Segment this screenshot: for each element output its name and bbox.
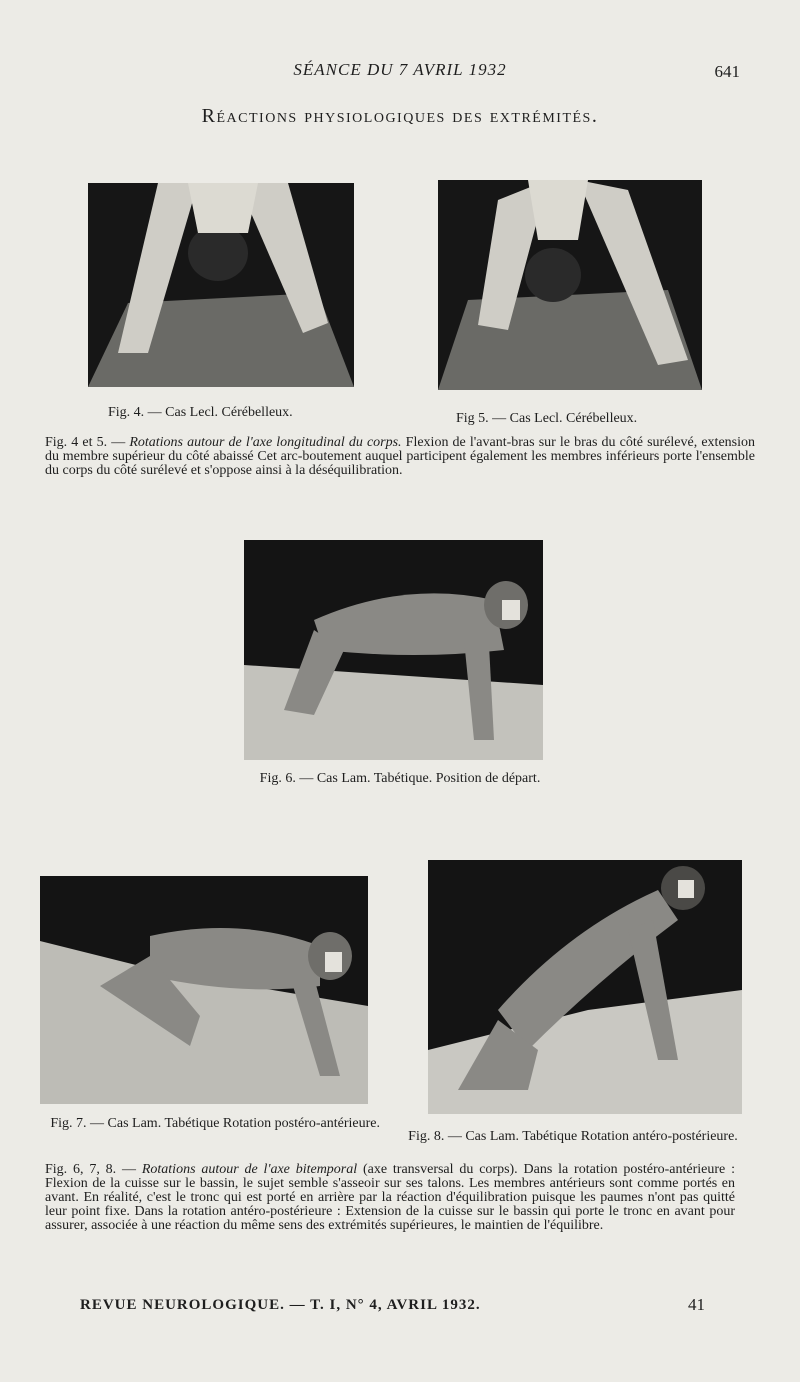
sheet-number: 41 [688,1295,705,1314]
page-number: 641 [714,62,740,81]
journal-footer: REVUE NEUROLOGIQUE. — T. I, N° 4, AVRIL 1932. [80,1297,481,1313]
legend-2-lead: Fig. 6, 7, 8. — [45,1162,142,1177]
figure-5-caption: Fig 5. — Cas Lecl. Cérébelleux. [456,411,638,426]
figure-4-photo [88,183,354,387]
section-title: Réactions physiologiques des extrémités. [201,105,599,127]
figure-4-caption: Fig. 4. — Cas Lecl. Cérébelleux. [108,405,293,420]
figure-8-caption: Fig. 8. — Cas Lam. Tabétique Rotation antéro-postérieure. [408,1129,738,1144]
figure-6-caption: Fig. 6. — Cas Lam. Tabétique. Position de départ. [259,771,541,786]
legend-1-body: Flexion de l'avant-bras sur le bras du côté surélevé, extension du membre supérieur du côté abaissé Cet arc-boutement auquel participent également les membres inférieurs porte l'ensemble du corps du côté surélevé et s'oppose ainsi à la déséquilibration. [45,435,755,478]
legend-figures-4-5 [45,436,755,478]
legend-2-body: (axe transversal du corps). Dans la rotation postéro-antérieure : Flexion de la cuisse sur le bassin, le sujet semble s'asseoir sur ses talons. Les membres antérieurs sont comme portés en avant. En réalité, c'est le tronc qui est porté en arrière par la réaction d'équilibration puisque les paumes n'ont pas quitté leur point fixe. Dans la rotation antéro-postérieure : Extension de la cuisse sur le bassin qui porte le tronc en avant pour assurer, associée à une réaction du même sens des extrémités supérieures, le maintien de l'équilibre. [45,1162,735,1233]
figure-5-photo [438,180,702,390]
figure-8-photo [428,860,742,1114]
running-title: SÉANCE DU 7 AVRIL 1932 [293,60,507,79]
legend-1-lead: Fig. 4 et 5. — [45,435,130,450]
figure-6-photo [244,540,543,760]
figure-7-photo [40,876,368,1104]
legend-figures-6-7-8 [45,1163,735,1233]
legend-2-italic: Rotations autour de l'axe bitemporal [141,1162,358,1177]
figure-7-caption: Fig. 7. — Cas Lam. Tabétique Rotation postéro-antérieure. [50,1116,380,1131]
legend-1-italic: Rotations autour de l'axe longitudinal du corps. [129,435,402,450]
